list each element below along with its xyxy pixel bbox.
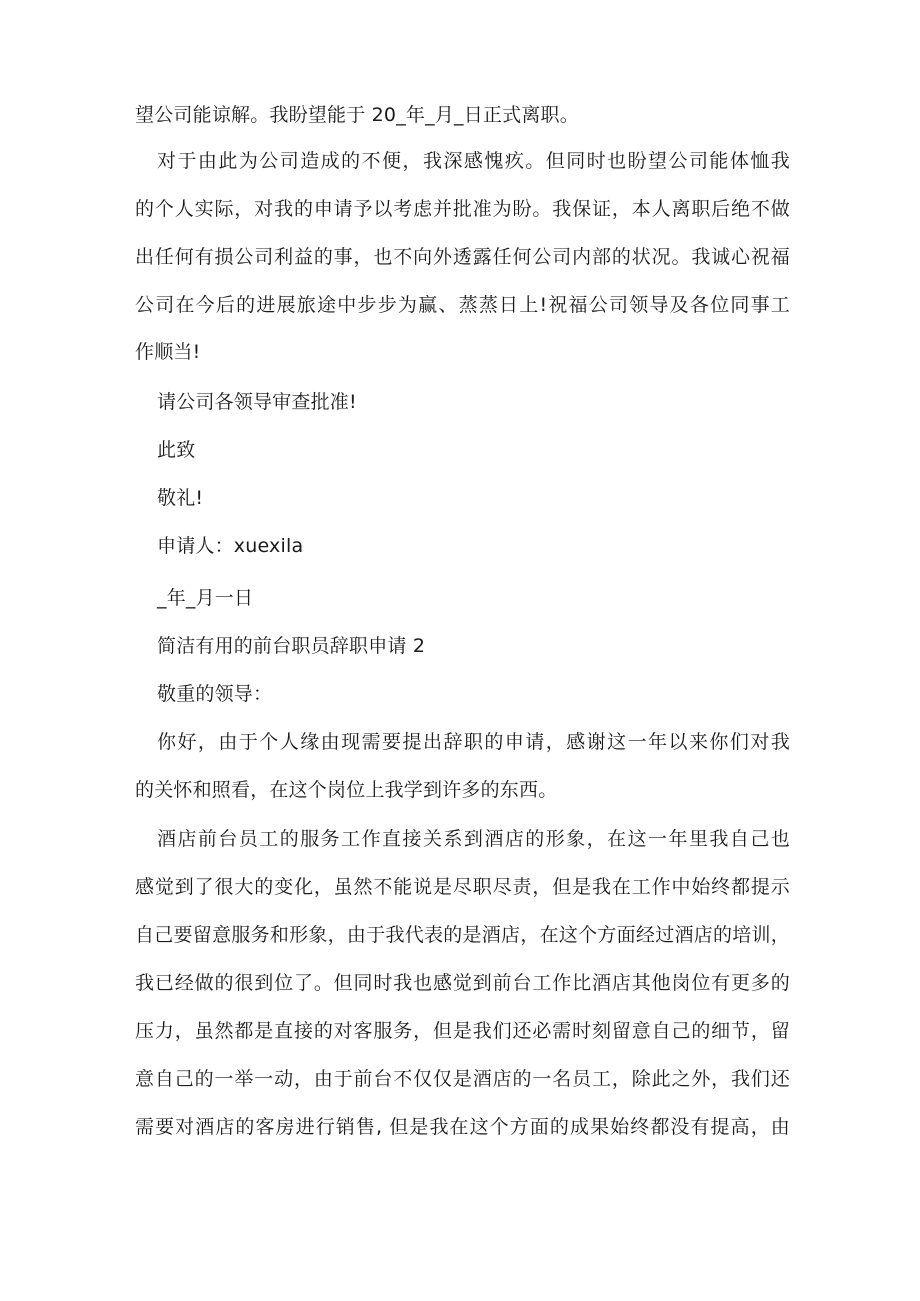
paragraph-4-line-1: 酒店前台员工的服务工作直接关系到酒店的形象，在这一年里我自己也 <box>157 828 790 850</box>
paragraph-4-line-6: 意自己的一举一动，由于前台不仅仅是酒店的一名员工，除此之外，我们还 <box>135 1068 790 1090</box>
paragraph-2-line-1: 对于由此为公司造成的不便，我深感愧疚。但同时也盼望公司能体恤我 <box>157 150 790 172</box>
section-title: 简洁有用的前台职员辞职申请 2 <box>157 635 426 657</box>
closing-line-1: 此致 <box>157 439 196 461</box>
paragraph-2-line-5: 作顺当! <box>135 341 201 363</box>
paragraph-3-line-1: 你好，由于个人缘由现需要提出辞职的申请，感谢这一年以来你们对我 <box>157 731 790 753</box>
salutation: 敬重的领导： <box>157 683 273 705</box>
closing-line-2: 敬礼! <box>157 487 204 509</box>
paragraph-4-line-7: 需要对酒店的客房进行销售, 但是我在这个方面的成果始终都没有提高，由 <box>135 1116 790 1138</box>
paragraph-2-line-3: 出任何有损公司利益的事，也不向外透露任何公司内部的状况。我诚心祝福 <box>135 246 790 268</box>
paragraph-4-line-3: 自己要留意服务和形象，由于我代表的是酒店，在这个方面经过酒店的培训， <box>135 924 790 946</box>
paragraph-1-line-1: 望公司能谅解。我盼望能于 20_年_月_日正式离职。 <box>135 104 579 126</box>
paragraph-4-line-2: 感觉到了很大的变化，虽然不能说是尽职尽责，但是我在工作中始终都提示 <box>135 876 790 898</box>
paragraph-2-line-4: 公司在今后的进展旅途中步步为赢、蒸蒸日上!祝福公司领导及各位同事工 <box>135 294 790 316</box>
applicant-line: 申请人：xuexila <box>157 535 304 557</box>
date-line: _年_月一日 <box>157 587 254 609</box>
request-line: 请公司各领导审查批准! <box>157 391 357 413</box>
paragraph-4-line-4: 我已经做的很到位了。但同时我也感觉到前台工作比酒店其他岗位有更多的 <box>135 972 790 994</box>
paragraph-3-line-2: 的关怀和照看，在这个岗位上我学到许多的东西。 <box>135 779 558 801</box>
paragraph-4-line-5: 压力，虽然都是直接的对客服务，但是我们还必需时刻留意自己的细节，留 <box>135 1020 790 1042</box>
paragraph-2-line-2: 的个人实际，对我的申请予以考虑并批准为盼。我保证，本人离职后绝不做 <box>135 198 790 220</box>
